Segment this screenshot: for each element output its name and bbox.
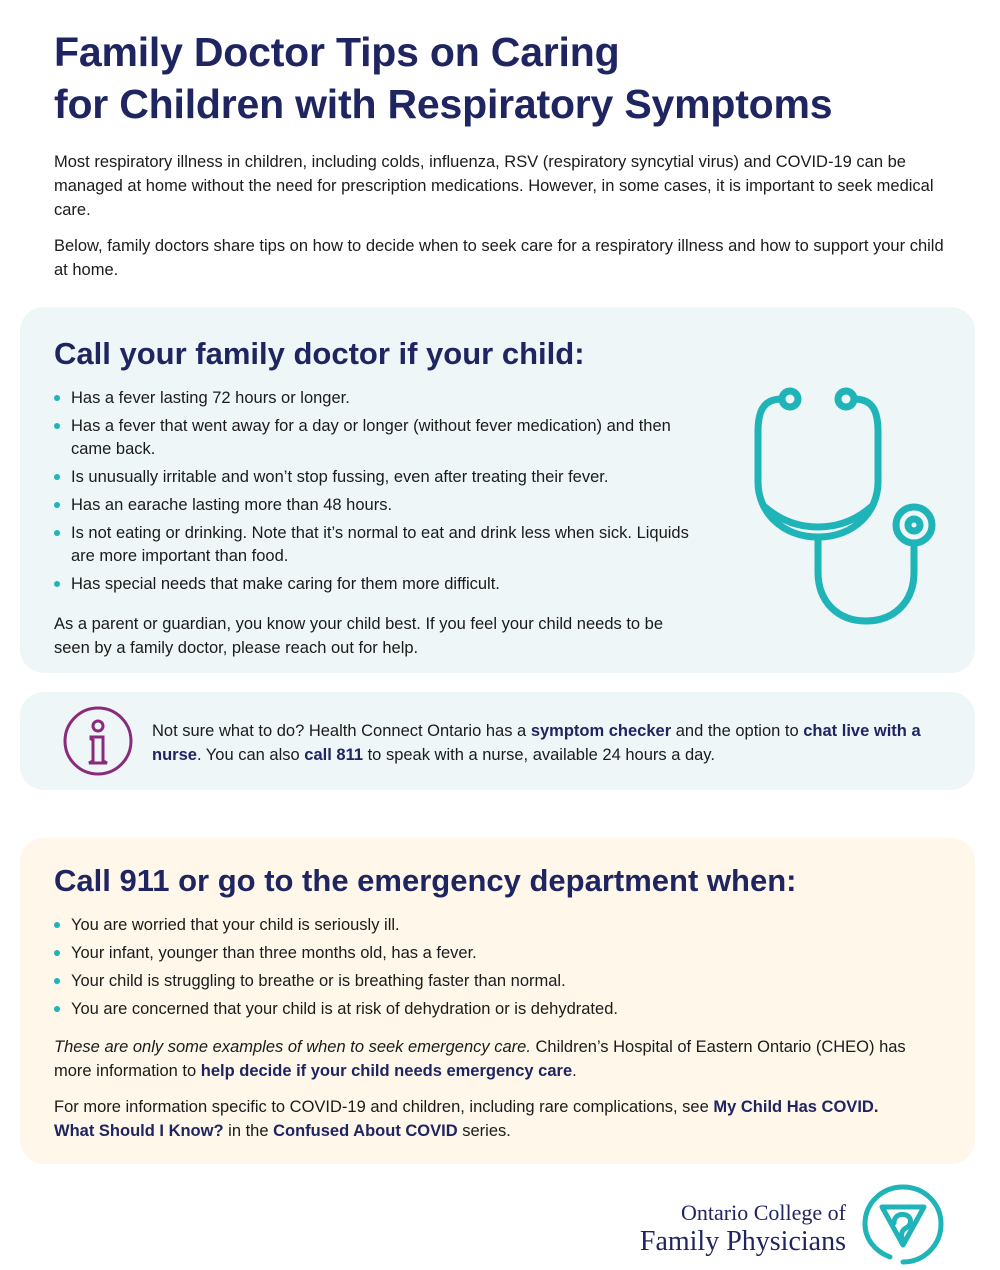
cheo-emergency-care-link[interactable]: help decide if your child needs emergency care bbox=[200, 1062, 573, 1080]
stethoscope-icon bbox=[720, 377, 950, 637]
list-item-text: You are concerned that your child is at risk of dehydration or is dehydrated. bbox=[71, 1000, 618, 1018]
symptom-checker-link[interactable]: symptom checker bbox=[530, 722, 672, 740]
emergency-p1-end: . bbox=[572, 1062, 577, 1080]
list-item-text: Your child is struggling to breathe or is breathing faster than normal. bbox=[71, 972, 566, 990]
list-item bbox=[54, 914, 934, 937]
list-item bbox=[54, 942, 934, 965]
confused-about-covid-link[interactable]: Confused About COVID bbox=[273, 1122, 458, 1140]
call-811-link[interactable]: call 811 bbox=[304, 746, 364, 764]
intro-paragraph-1: Most respiratory illness in children, including colds, influenza, RSV (respiratory syncytial virus) and COVID-19 can be managed at home without the need for prescription medications. However, in some cases, it is important to seek medical care. bbox=[54, 153, 934, 219]
list-item-text: Your infant, younger than three months old, has a fever. bbox=[71, 944, 477, 962]
list-item bbox=[54, 522, 706, 568]
family-doctor-closing: As a parent or guardian, you know your child best. If you feel your child needs to be seen by a family doctor, please reach out for help. bbox=[54, 615, 664, 657]
bullet-dot bbox=[54, 530, 60, 536]
list-item-text: Has a fever that went away for a day or longer (without fever medication) and then came back. bbox=[71, 417, 671, 458]
list-item bbox=[54, 494, 706, 517]
emergency-italic-note: These are only some examples of when to seek emergency care. bbox=[54, 1038, 531, 1056]
org-name-line-2: Family Physicians bbox=[639, 1226, 846, 1257]
org-name bbox=[600, 1200, 846, 1258]
list-item bbox=[54, 415, 706, 461]
my-child-has-covid-link[interactable]: My Child Has COVID. What Should I Know? bbox=[54, 1098, 879, 1140]
emergency-paragraph-2 bbox=[54, 1095, 914, 1143]
info-box bbox=[20, 692, 975, 790]
list-item bbox=[54, 466, 706, 489]
title-line-2: for Children with Respiratory Symptoms bbox=[54, 81, 833, 127]
info-text bbox=[152, 719, 952, 767]
ocfp-logo-icon bbox=[860, 1183, 946, 1269]
info-text-2: and the option to bbox=[671, 722, 804, 740]
list-item bbox=[54, 998, 934, 1021]
intro-paragraph-2: Below, family doctors share tips on how to decide when to seek care for a respiratory illness and how to support your child at home. bbox=[54, 237, 944, 279]
emergency-p2-end: series. bbox=[457, 1122, 511, 1140]
list-item-text: Is unusually irritable and won’t stop fussing, even after treating their fever. bbox=[71, 468, 609, 486]
org-name-line-1: Ontario College of bbox=[681, 1200, 846, 1225]
family-doctor-list bbox=[54, 387, 706, 596]
emergency-heading: Call 911 or go to the emergency department when: bbox=[54, 863, 797, 898]
emergency-paragraph-1 bbox=[54, 1035, 934, 1083]
emergency-panel bbox=[20, 838, 975, 1164]
list-item bbox=[54, 573, 706, 596]
list-item bbox=[54, 970, 934, 993]
bullet-dot bbox=[54, 581, 60, 587]
bullet-dot bbox=[54, 922, 60, 928]
bullet-dot bbox=[54, 502, 60, 508]
title-line-1: Family Doctor Tips on Caring bbox=[54, 29, 620, 75]
bullet-dot bbox=[54, 978, 60, 984]
list-item-text: Is not eating or drinking. Note that it’s normal to eat and drink less when sick. Liquids are more important than food. bbox=[71, 524, 689, 565]
info-icon bbox=[62, 705, 134, 777]
list-item-text: Has an earache lasting more than 48 hours. bbox=[71, 496, 393, 514]
list-item bbox=[54, 387, 706, 410]
emergency-p2-mid: in the bbox=[223, 1122, 274, 1140]
emergency-list bbox=[54, 914, 934, 1021]
info-text-4: to speak with a nurse, available 24 hours a day. bbox=[363, 746, 715, 764]
chat-nurse-link[interactable]: chat live with a nurse bbox=[152, 722, 921, 764]
bullet-dot bbox=[54, 474, 60, 480]
info-text-3: . You can also bbox=[196, 746, 305, 764]
bullet-dot bbox=[54, 395, 60, 401]
family-doctor-heading: Call your family doctor if your child: bbox=[54, 336, 585, 371]
bullet-dot bbox=[54, 1006, 60, 1012]
page-title bbox=[54, 26, 974, 130]
bullet-dot bbox=[54, 950, 60, 956]
info-text-1: Not sure what to do? Health Connect Ontario has a bbox=[152, 722, 531, 740]
emergency-p2-text: For more information specific to COVID-19 and children, including rare complications, see bbox=[54, 1098, 714, 1116]
list-item-text: Has a fever lasting 72 hours or longer. bbox=[71, 389, 350, 407]
intro bbox=[54, 150, 954, 294]
bullet-dot bbox=[54, 423, 60, 429]
family-doctor-panel bbox=[20, 307, 975, 673]
list-item-text: Has special needs that make caring for them more difficult. bbox=[71, 575, 500, 593]
list-item-text: You are worried that your child is seriously ill. bbox=[71, 916, 400, 934]
emergency-p1-text: Children’s Hospital of Eastern Ontario (CHEO) has more information to bbox=[54, 1038, 906, 1080]
